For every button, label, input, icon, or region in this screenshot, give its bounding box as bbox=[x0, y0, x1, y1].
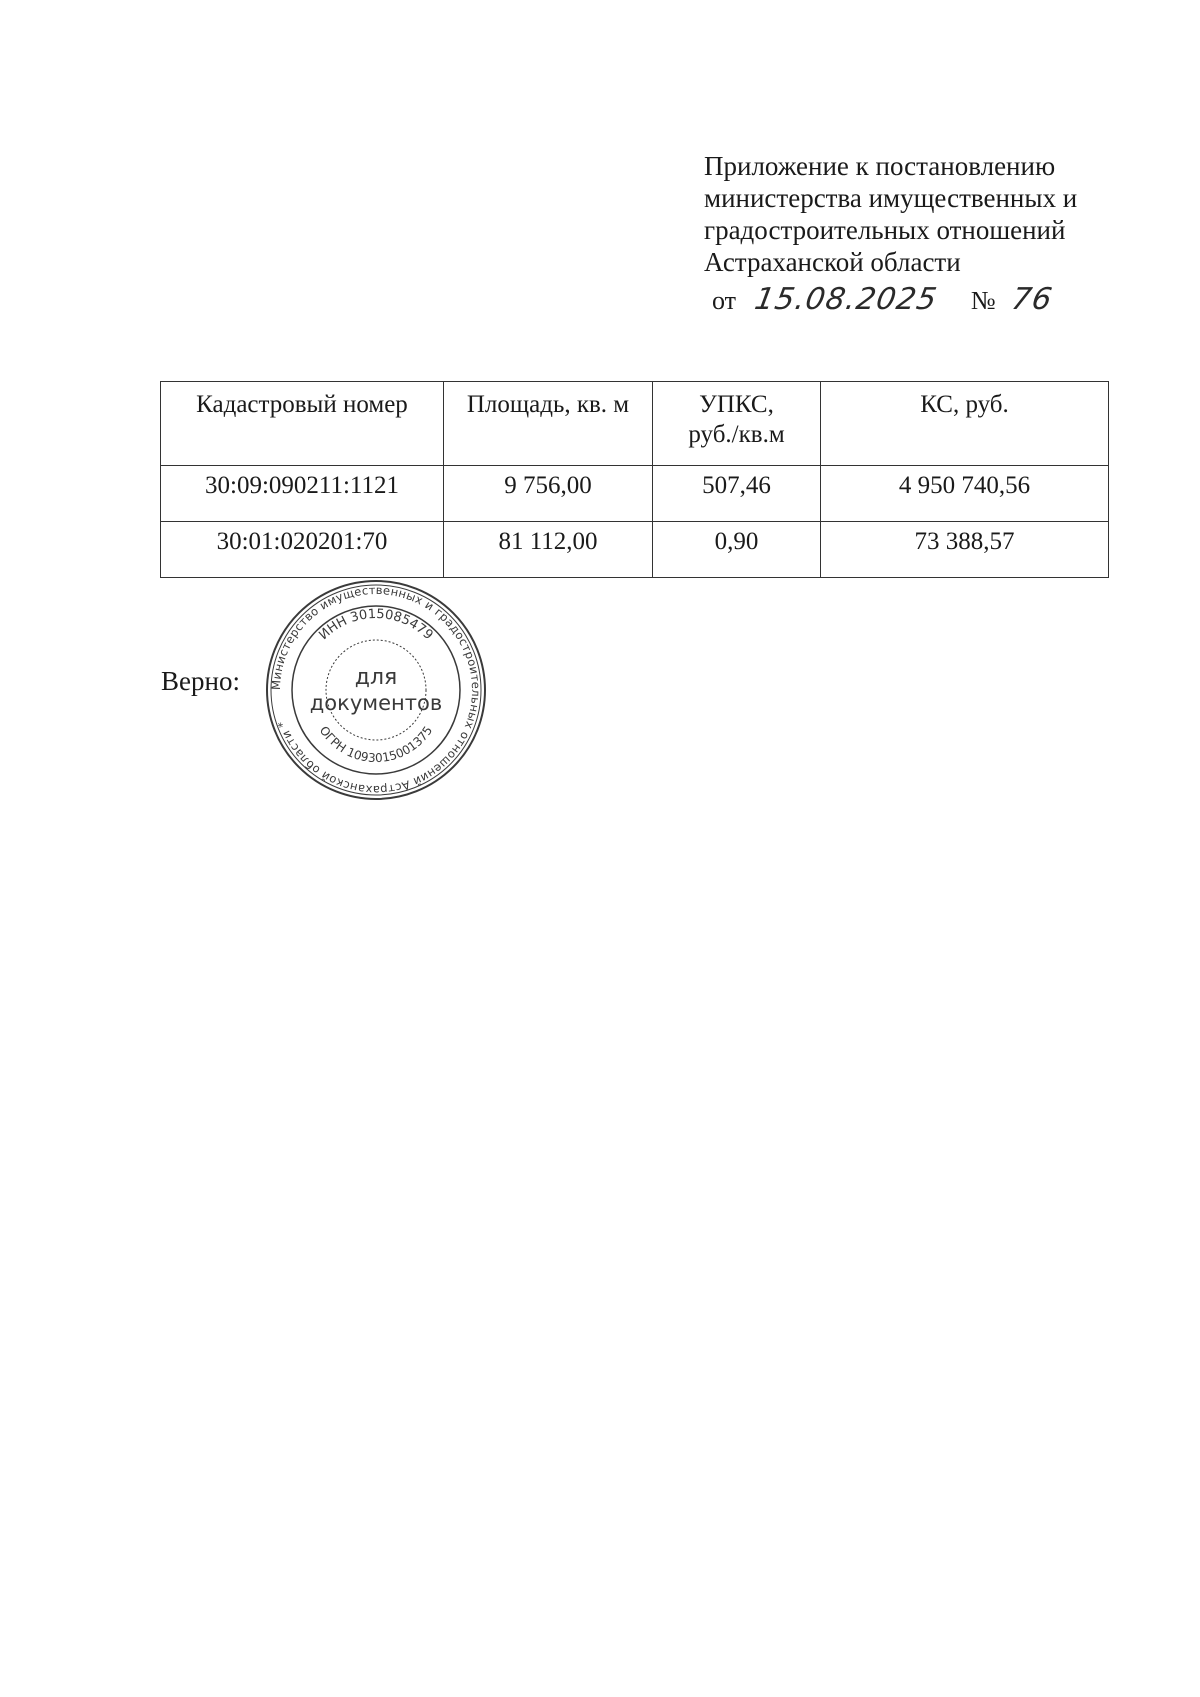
table-row bbox=[161, 466, 1109, 522]
table-row bbox=[161, 522, 1109, 578]
stamp-graphic bbox=[264, 578, 488, 802]
appendix-line-3: градостроительных отношений bbox=[704, 215, 1066, 245]
appendix-line-2: министерства имущественных и bbox=[704, 183, 1078, 213]
cell-cadastral-number: 30:01:020201:70 bbox=[161, 522, 444, 578]
handwritten-number: 76 bbox=[1009, 282, 1056, 317]
handwritten-date: 15.08.2025 bbox=[751, 282, 940, 317]
cell-ks: 73 388,57 bbox=[821, 522, 1109, 578]
cell-area: 81 112,00 bbox=[444, 522, 653, 578]
stamp-middle-ring bbox=[292, 606, 460, 774]
cell-ks: 4 950 740,56 bbox=[821, 466, 1109, 522]
verno-label: Верно: bbox=[161, 666, 240, 696]
stamp-ogrn: ОГРН 1093015001375 bbox=[316, 723, 436, 766]
cell-area: 9 756,00 bbox=[444, 466, 653, 522]
header-upks bbox=[653, 382, 821, 466]
date-prefix: от bbox=[712, 286, 737, 315]
appendix-header bbox=[704, 150, 1124, 317]
cadastral-table-wrapper bbox=[160, 381, 1109, 578]
table-header-row bbox=[161, 382, 1109, 466]
appendix-date-line bbox=[704, 284, 1124, 317]
header-cadastral-number: Кадастровый номер bbox=[161, 382, 444, 466]
header-upks-text: УПКС, руб./кв.м bbox=[688, 391, 785, 448]
appendix-line-4: Астраханской области bbox=[704, 247, 961, 277]
header-ks: КС, руб. bbox=[821, 382, 1109, 466]
stamp-outer-text: Министерство имущественных и градостроительных отношений Астраханской области * bbox=[268, 582, 484, 798]
stamp-center-line-1: для bbox=[354, 665, 398, 690]
cell-upks: 0,90 bbox=[653, 522, 821, 578]
stamp-inn: ИНН 3015085479 bbox=[316, 606, 436, 644]
appendix-line-1: Приложение к постановлению bbox=[704, 151, 1056, 181]
stamp-center-line-2: документов bbox=[309, 691, 443, 715]
official-stamp bbox=[264, 578, 488, 802]
cadastral-table bbox=[160, 381, 1109, 578]
cell-cadastral-number: 30:09:090211:1121 bbox=[161, 466, 444, 522]
stamp-inner-ring bbox=[326, 640, 426, 740]
number-sign: № bbox=[970, 286, 996, 315]
header-area: Площадь, кв. м bbox=[444, 382, 653, 466]
cell-upks: 507,46 bbox=[653, 466, 821, 522]
